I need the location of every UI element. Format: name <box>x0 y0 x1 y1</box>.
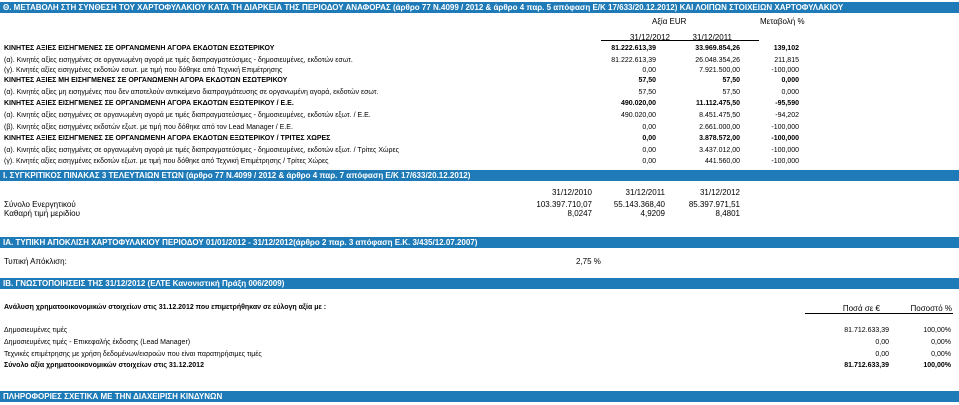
table-row-label: (α). Κινητές αξίες μη εισηγμένες που δεν αποτελούν αντικείμενο διαπραγμάτευσης σε οργανωμένη αγορά, εκδοτών εσωτ. <box>4 89 379 96</box>
section-title-portfolio-change: Θ. ΜΕΤΑΒΟΛΗ ΣΤΗ ΣΥΝΘΕΣΗ ΤΟΥ ΧΑΡΤΟΦΥΛΑΚΙΟΥ ΚΑΤΑ ΤΗ ΔΙΑΡΚΕΙΑ ΤΗΣ ΠΕΡΙΟΔΟΥ ΑΝΑΦΟΡΑΣ (άρθρο 77 Ν.4099 / 2012 & άρθρο 4 παρ. 5 απόφαση Ε/Κ 17/633/20.12.2012) ΚΑΙ ΛΟΙΠΩΝ ΣΤΟΙΧΕΙΩΝ ΧΑΡΤΟΦΥΛΑΚΙΟΥ <box>0 2 959 13</box>
table-row-value-2011: 3.437.012,00 <box>699 147 740 154</box>
table-row-value-2011: 7.921.500,00 <box>699 67 740 74</box>
table-row-value-2011: 441.560,00 <box>704 158 740 165</box>
header-value-eur: Αξία EUR <box>652 17 687 26</box>
header-divider <box>601 40 759 41</box>
section-title-3-years: Ι. ΣΥΓΚΡΙΤΙΚΟΣ ΠΙΝΑΚΑΣ 3 ΤΕΛΕΥΤΑΙΩΝ ΕΤΩΝ (άρθρο 77 Ν.4099 / 2012 & άρθρο 4 παρ. 7 απόφαση Ε/Κ 17/633/20.12.2012) <box>0 170 959 181</box>
table-row-label: Δημοσιευμένες τιμές <box>4 327 68 334</box>
table-row-pct: 0,00% <box>931 351 951 358</box>
table-row-pct: 100,00% <box>923 327 951 334</box>
table-row-value-2012: 490.020,00 <box>620 100 656 107</box>
section-title-std-deviation: ΙΑ. ΤΥΠΙΚΗ ΑΠΟΚΛΙΣΗ ΧΑΡΤΟΦΥΛΑΚΙΟΥ ΠΕΡΙΟΔΟΥ 01/01/2012 - 31/12/2012(άρθρο 2 παρ. 3 απόφαση Ε.Κ. 3/435/12.07.2007) <box>0 237 959 248</box>
table-row-amount: 0,00 <box>875 351 889 358</box>
table-row-change: -100,000 <box>771 158 799 165</box>
table-row-value-2010: 103.397.710,07 <box>536 200 592 209</box>
col-header-amount: Ποσά σε € <box>842 304 880 313</box>
table-row-amount: 81.712.633,39 <box>844 327 889 334</box>
table-row-value-2011: 4,9209 <box>640 209 665 218</box>
table-row-label: ΚΙΝΗΤΕΣ ΑΞΙΕΣ ΜΗ ΕΙΣΗΓΜΕΝΕΣ ΣΕ ΟΡΓΑΝΩΜΕΝΗ ΑΓΟΡΑ ΕΚΔΟΤΩΝ ΕΣΩΤΕΡΙΚΟΥ <box>4 77 288 84</box>
table-row-value-2011: 11.112.475,50 <box>696 100 740 107</box>
section-title-risk-management: ΠΛΗΡΟΦΟΡΙΕΣ ΣΧΕΤΙΚΑ ΜΕ ΤΗΝ ΔΙΑΧΕΙΡΙΣΗ ΚΙΝΔΥΝΩΝ <box>0 391 959 402</box>
col-header-2011: 31/12/2011 <box>692 33 732 42</box>
table-row-value-2012: 81.222.613,39 <box>611 45 656 52</box>
table-row-value-2012: 0,00 <box>642 135 656 142</box>
header-change-pct: Μεταβολή % <box>760 17 805 26</box>
col-header-pct: Ποσοστό % <box>910 304 952 313</box>
col-header-2011: 31/12/2011 <box>625 188 665 197</box>
std-deviation-value: 2,75 % <box>576 257 601 266</box>
table-row-value-2011: 26.048.354,26 <box>695 57 740 64</box>
table-row-value-2012: 57,50 <box>638 89 656 96</box>
col-header-2010: 31/12/2010 <box>551 188 592 197</box>
table-row-change: 211,815 <box>774 57 799 64</box>
table-row-label: Δημοσιευμένες τιμές - Επικεφαλής έκδοσης (Lead Manager) <box>4 339 191 346</box>
table-row-value-2012: 490.020,00 <box>620 112 656 119</box>
table-row-change: -94,202 <box>775 112 799 119</box>
table-row-change: -95,590 <box>775 100 799 107</box>
table-row-value-2012: 81.222.613,39 <box>611 57 656 64</box>
table-row-change: -100,000 <box>771 147 799 154</box>
table-row-label: (α). Κινητές αξίες εισηγμένες σε οργανωμένη αγορά με τιμές διαπραγματεύσιμες - δημοσιευμένες, εκδοτών εξωτ. / Ε.Ε. <box>4 112 371 119</box>
std-deviation-label: Τυπική Απόκλιση: <box>4 257 67 266</box>
table-row-value-2011: 33.969.854,26 <box>695 45 740 52</box>
table-row-value-2011: 57,50 <box>722 89 740 96</box>
fair-value-header-line <box>805 313 953 314</box>
fair-value-heading: Ανάλυση χρηματοοικονομικών στοιχείων στις 31.12.2012 που επιμετρήθηκαν σε εύλογη αξία με : <box>4 304 327 311</box>
table-row-value-2012: 0,00 <box>642 147 656 154</box>
table-row-change: 0,000 <box>781 77 799 84</box>
table-row-amount: 81.712.633,39 <box>844 362 889 369</box>
table-row-value-2011: 57,50 <box>722 77 740 84</box>
col-header-2012: 31/12/2012 <box>629 33 670 42</box>
table-row-value-2012: 0,00 <box>642 124 656 131</box>
table-row-label: (γ). Κινητές αξίες εισηγμένες εκδοτών εξωτ. με τιμή που δόθηκε από Τεχνική Επιμέτρησης / Τρίτες Χώρες <box>4 158 329 165</box>
table-row-label: ΚΙΝΗΤΕΣ ΑΞΙΕΣ ΕΙΣΗΓΜΕΝΕΣ ΣΕ ΟΡΓΑΝΩΜΕΝΗ ΑΓΟΡΑ ΕΚΔΟΤΩΝ ΕΣΩΤΕΡΙΚΟΥ <box>4 45 275 52</box>
table-row-change: 0,000 <box>781 89 799 96</box>
col-header-2012: 31/12/2012 <box>699 188 740 197</box>
table-row-pct: 0,00% <box>931 339 951 346</box>
table-row-value-2011: 3.878.572,00 <box>699 135 740 142</box>
table-row-label: ΚΙΝΗΤΕΣ ΑΞΙΕΣ ΕΙΣΗΓΜΕΝΕΣ ΣΕ ΟΡΓΑΝΩΜΕΝΗ ΑΓΟΡΑ ΕΚΔΟΤΩΝ ΕΞΩΤΕΡΙΚΟΥ / ΤΡΙΤΕΣ ΧΩΡΕΣ <box>4 135 331 142</box>
table-row-label: (β). Κινητές αξίες εισηγμένες εκδοτών εξωτ. με τιμή που δόθηκε από τον Lead Manager / Ε.Ε. <box>4 124 293 131</box>
table-row-change: 139,102 <box>773 45 799 52</box>
table-row-amount: 0,00 <box>875 339 889 346</box>
table-row-label: (α). Κινητές αξίες εισηγμένες σε οργανωμένη αγορά με τιμές διαπραγματεύσιμες - δημοσιευμένες, εκδοτών εσωτ. <box>4 57 353 64</box>
section-title-disclosures: ΙΒ. ΓΝΩΣΤΟΠΟΙΗΣΕΙΣ ΤΗΣ 31/12/2012 (ΕΛΤΕ Κανονιστική Πράξη 006/2009) <box>0 278 959 289</box>
table-row-value-2012: 57,50 <box>638 77 656 84</box>
table-row-change: -100,000 <box>771 124 799 131</box>
table-row-label: (γ). Κινητές αξίες εισηγμένες εκδοτών εσωτ. με τιμή που δόθηκε από Τεχνική Επιμέτρησης <box>4 67 283 74</box>
table-row-value-2011: 8.451.475,50 <box>699 112 740 119</box>
table-row-pct: 100,00% <box>923 362 951 369</box>
table-row-value-2011: 55.143.368,40 <box>613 200 665 209</box>
table-row-label: Καθαρή τιμή μεριδίου <box>4 209 80 218</box>
table-row-value-2012: 85.397.971,51 <box>688 200 740 209</box>
table-row-value-2011: 2.661.000,00 <box>699 124 740 131</box>
table-row-label: ΚΙΝΗΤΕΣ ΑΞΙΕΣ ΕΙΣΗΓΜΕΝΕΣ ΣΕ ΟΡΓΑΝΩΜΕΝΗ ΑΓΟΡΑ ΕΚΔΟΤΩΝ ΕΞΩΤΕΡΙΚΟΥ / Ε.Ε. <box>4 100 294 107</box>
table-row-value-2010: 8,0247 <box>567 209 592 218</box>
table-row-value-2012: 8,4801 <box>715 209 740 218</box>
table-row-label: Τεχνικές επιμέτρησης με χρήση δεδομένων/εισροών που είναι παρατηρήσιμες τιμές <box>4 351 262 358</box>
table-row-label: Σύνολο Ενεργητικού <box>4 200 76 209</box>
table-row-value-2012: 0,00 <box>642 67 656 74</box>
table-row-label: (α). Κινητές αξίες εισηγμένες σε οργανωμένη αγορά με τιμές διαπραγματεύσιμες - δημοσιευμένες, εκδοτών εξωτ. / Τρίτες Χώρες <box>4 147 399 154</box>
table-row-change: -100,000 <box>771 67 799 74</box>
table-row-label: Σύνολο αξία χρηματοοικονομικών στοιχείων στις 31.12.2012 <box>4 362 204 369</box>
table-row-value-2012: 0,00 <box>642 158 656 165</box>
table-row-change: -100,000 <box>771 135 799 142</box>
